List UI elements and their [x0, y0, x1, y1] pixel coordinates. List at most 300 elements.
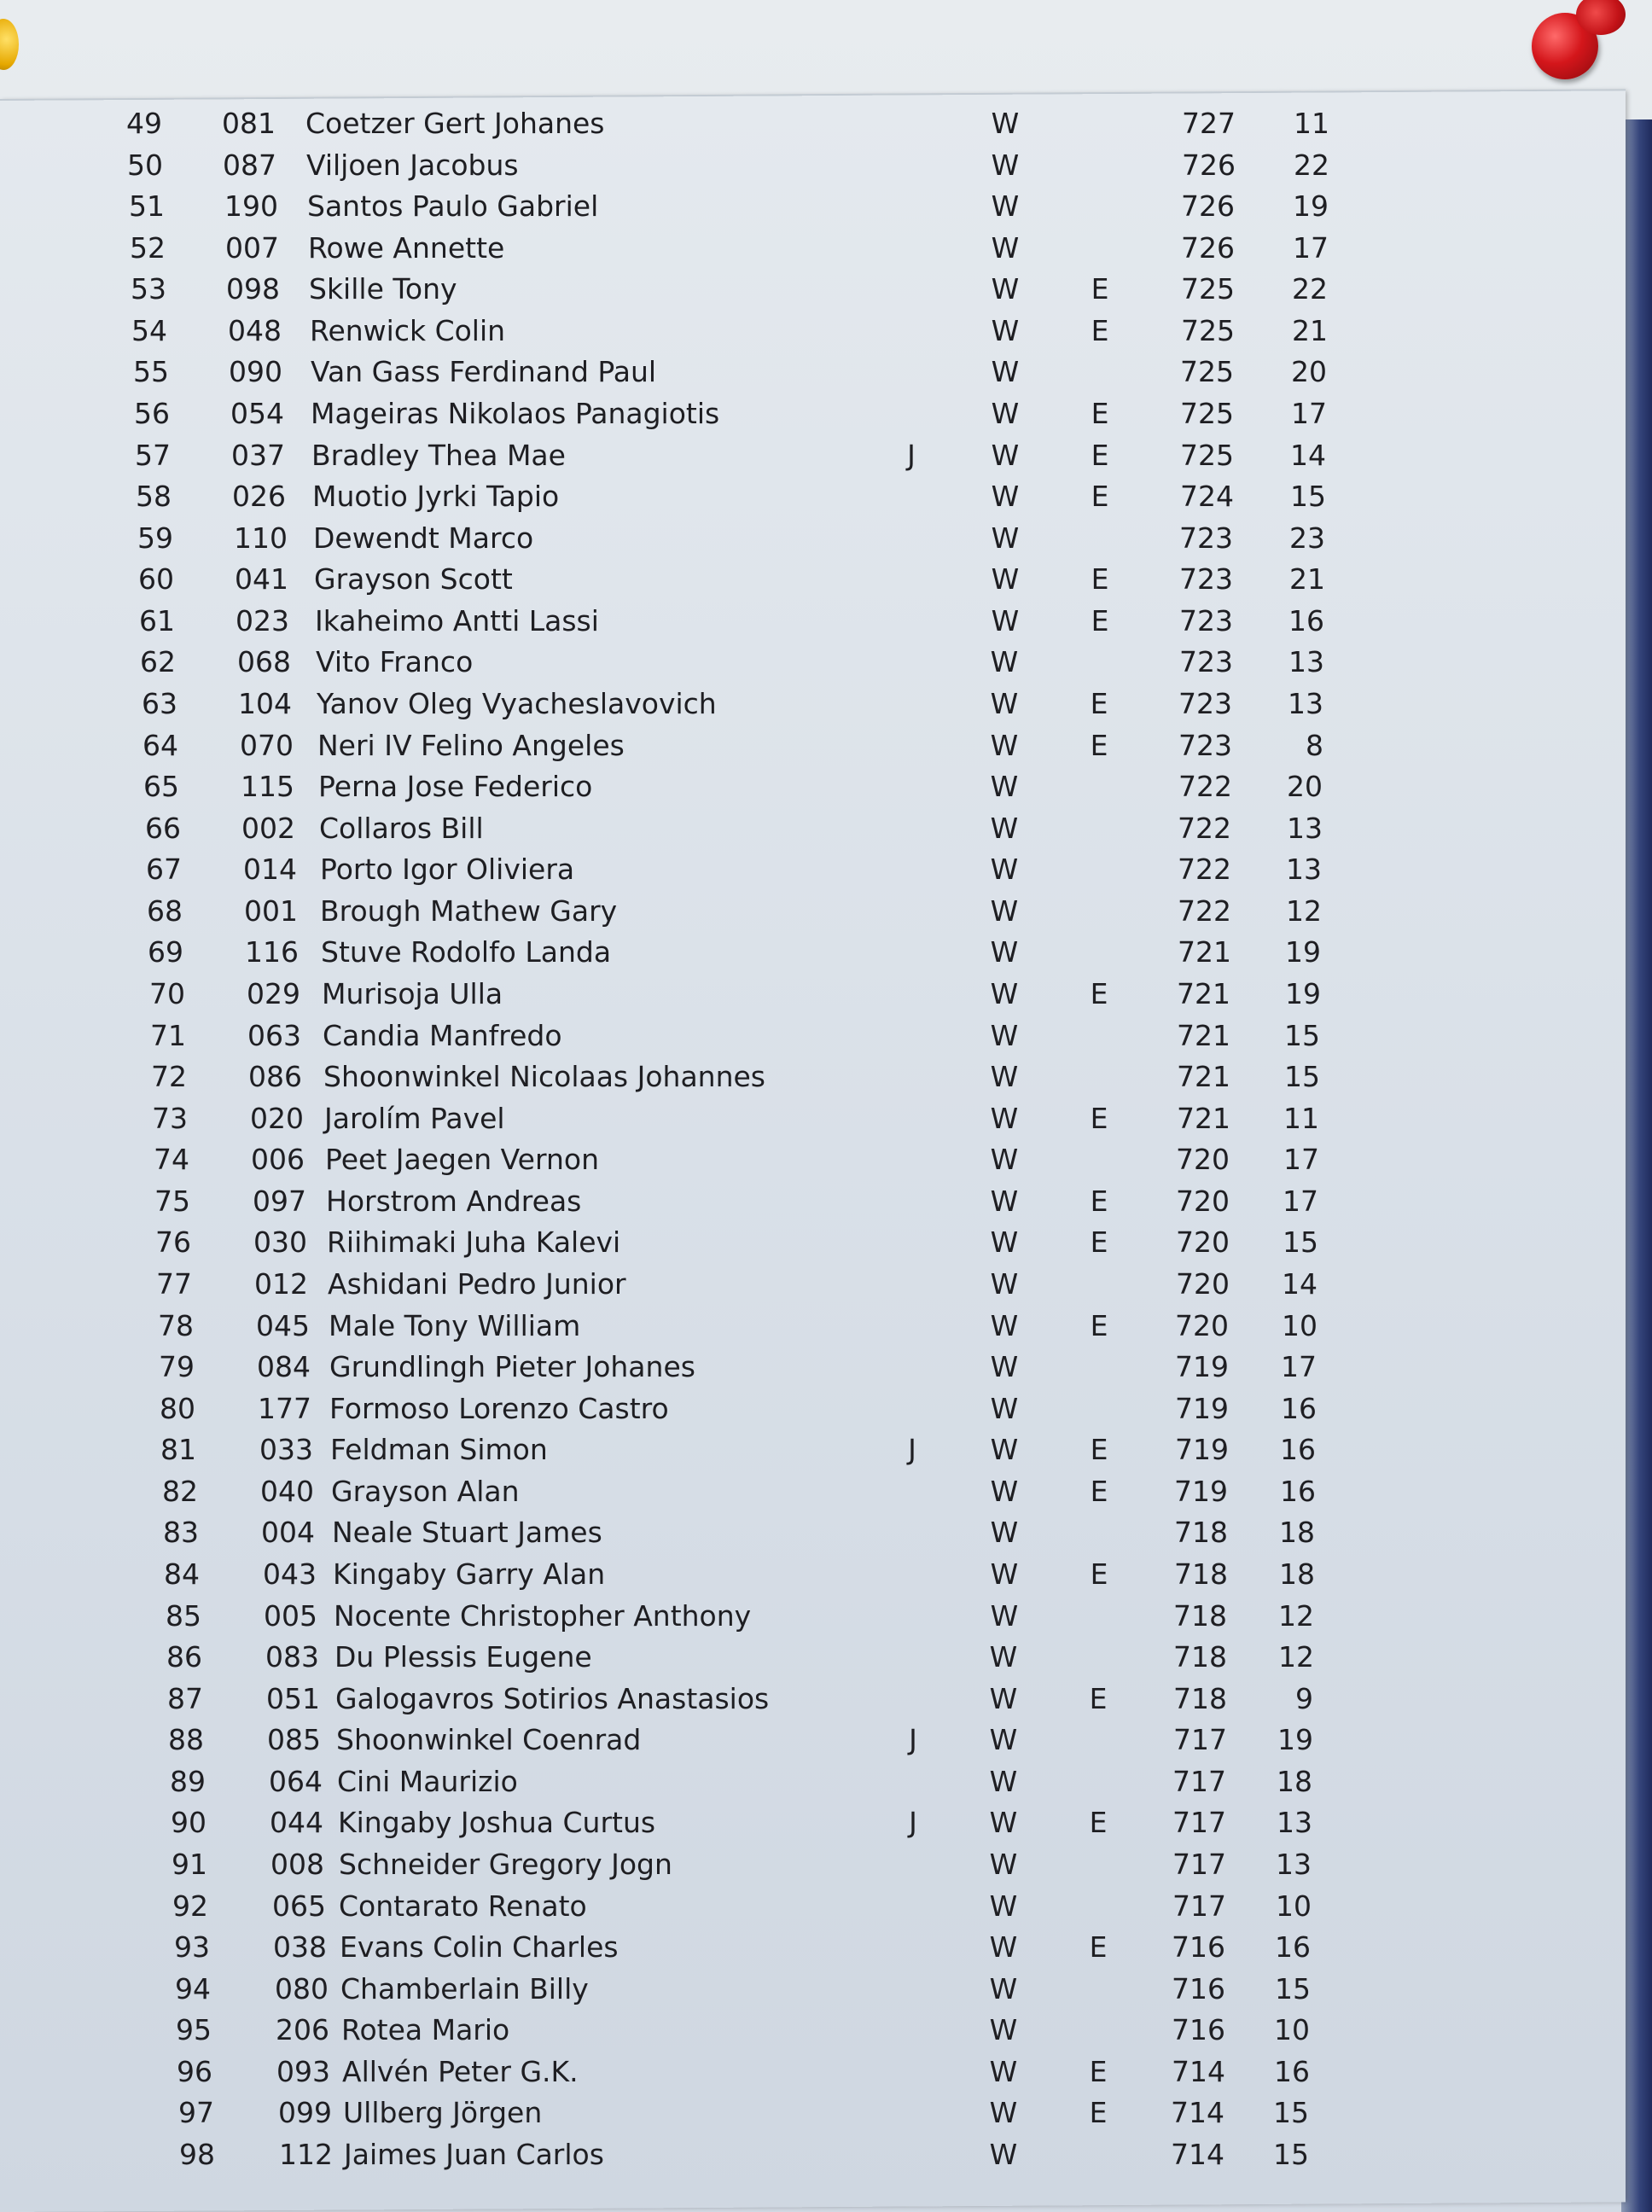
x-count-cell: 12	[1278, 1599, 1314, 1633]
x-count-cell: 15	[1284, 1060, 1320, 1093]
table-row	[0, 439, 1451, 473]
name-cell: Rowe Annette	[308, 231, 505, 265]
w-flag: W	[990, 1267, 1019, 1301]
table-row	[0, 148, 1451, 183]
x-count-cell: 16	[1275, 1930, 1311, 1964]
w-flag: W	[991, 521, 1020, 555]
name-cell: Ikaheimo Antti Lassi	[315, 604, 599, 637]
score-cell: 719	[1175, 1392, 1229, 1425]
rank-cell: 74	[154, 1143, 189, 1176]
id-cell: 116	[245, 935, 299, 969]
rank-cell: 62	[140, 645, 176, 678]
rank-cell: 90	[171, 1806, 206, 1839]
w-flag: W	[990, 853, 1019, 886]
table-row	[0, 355, 1451, 389]
id-cell: 001	[244, 894, 298, 928]
table-row	[0, 645, 1451, 679]
score-cell: 723	[1178, 729, 1232, 762]
x-count-cell: 22	[1292, 272, 1328, 306]
w-flag: W	[990, 1185, 1019, 1218]
rank-cell: 57	[135, 439, 171, 472]
table-row	[0, 1433, 1451, 1467]
table-row	[0, 729, 1451, 763]
w-flag: W	[990, 935, 1019, 969]
score-cell: 725	[1180, 355, 1234, 388]
score-cell: 723	[1179, 562, 1233, 596]
id-cell: 085	[267, 1723, 321, 1756]
name-cell: Skille Tony	[309, 272, 457, 306]
score-cell: 717	[1172, 1765, 1226, 1798]
rank-cell: 73	[152, 1102, 188, 1135]
rank-cell: 61	[139, 604, 175, 637]
table-row	[0, 1516, 1451, 1550]
x-count-cell: 16	[1288, 604, 1324, 637]
name-cell: Peet Jaegen Vernon	[325, 1143, 599, 1176]
name-cell: Formoso Lorenzo Castro	[329, 1392, 669, 1425]
score-cell: 726	[1181, 231, 1235, 265]
score-cell: 717	[1173, 1723, 1227, 1756]
x-count-cell: 13	[1286, 853, 1322, 886]
w-flag: W	[990, 729, 1019, 762]
name-cell: Mageiras Nikolaos Panagiotis	[311, 397, 720, 430]
score-cell: 720	[1176, 1185, 1230, 1218]
x-count-cell: 13	[1288, 645, 1324, 678]
table-row	[0, 894, 1451, 928]
w-flag: W	[990, 770, 1019, 803]
w-flag: W	[989, 2013, 1018, 2046]
e-flag: E	[1090, 1433, 1108, 1466]
w-flag: W	[990, 894, 1019, 928]
name-cell: Horstrom Andreas	[326, 1185, 582, 1218]
name-cell: Yanov Oleg Vyacheslavovich	[317, 687, 717, 720]
table-row	[0, 1599, 1451, 1633]
w-flag: W	[990, 1102, 1019, 1135]
id-cell: 087	[223, 148, 276, 182]
rank-cell: 78	[158, 1309, 194, 1342]
name-cell: Renwick Colin	[310, 314, 506, 347]
name-cell: Cini Maurizio	[337, 1765, 518, 1798]
score-cell: 717	[1172, 1889, 1226, 1923]
table-row	[0, 1392, 1451, 1426]
e-flag: E	[1091, 272, 1109, 306]
score-cell: 723	[1179, 645, 1233, 678]
name-cell: Murisoja Ulla	[322, 977, 503, 1010]
score-cell: 725	[1181, 314, 1235, 347]
score-cell: 721	[1177, 977, 1230, 1010]
w-flag: W	[990, 1350, 1019, 1383]
x-count-cell: 13	[1288, 687, 1323, 720]
id-cell: 054	[230, 397, 284, 430]
score-cell: 714	[1171, 2096, 1224, 2129]
score-cell: 721	[1177, 1019, 1230, 1052]
rank-cell: 91	[172, 1848, 207, 1881]
name-cell: Male Tony William	[329, 1309, 581, 1342]
name-cell: Riihimaki Juha Kalevi	[327, 1225, 621, 1259]
name-cell: Grundlingh Pieter Johanes	[329, 1350, 695, 1383]
score-cell: 714	[1172, 2055, 1225, 2088]
x-count-cell: 21	[1292, 314, 1328, 347]
score-cell: 716	[1172, 1930, 1225, 1964]
id-cell: 115	[241, 770, 294, 803]
table-row	[0, 1060, 1451, 1094]
table-row	[0, 480, 1451, 514]
w-flag: W	[990, 1433, 1019, 1466]
rank-cell: 64	[143, 729, 178, 762]
table-row	[0, 1682, 1451, 1716]
id-cell: 029	[247, 977, 300, 1010]
w-flag: W	[991, 562, 1020, 596]
score-cell: 727	[1182, 107, 1236, 140]
id-cell: 098	[226, 272, 280, 306]
x-count-cell: 21	[1289, 562, 1325, 596]
id-cell: 093	[276, 2055, 330, 2088]
name-cell: Chamberlain Billy	[340, 1972, 589, 2005]
name-cell: Shoonwinkel Coenrad	[336, 1723, 642, 1756]
score-cell: 716	[1172, 1972, 1225, 2005]
name-cell: Bradley Thea Mae	[311, 439, 566, 472]
x-count-cell: 17	[1291, 397, 1327, 430]
table-row	[0, 935, 1451, 969]
table-row	[0, 1889, 1451, 1924]
rank-cell: 88	[168, 1723, 204, 1756]
e-flag: E	[1089, 1806, 1108, 1839]
id-cell: 051	[266, 1682, 320, 1715]
id-cell: 090	[229, 355, 282, 388]
name-cell: Schneider Gregory Jogn	[339, 1848, 672, 1881]
table-row	[0, 1350, 1451, 1384]
score-cell: 718	[1173, 1640, 1227, 1674]
table-row	[0, 272, 1451, 306]
id-cell: 007	[225, 231, 279, 265]
id-cell: 006	[251, 1143, 305, 1176]
e-flag: E	[1091, 397, 1109, 430]
id-cell: 020	[250, 1102, 304, 1135]
w-flag: W	[991, 604, 1020, 637]
e-flag: E	[1090, 1102, 1108, 1135]
rank-cell: 69	[148, 935, 183, 969]
e-flag: E	[1091, 480, 1109, 513]
id-cell: 026	[232, 480, 286, 513]
id-cell: 099	[278, 2096, 332, 2129]
id-cell: 084	[257, 1350, 311, 1383]
table-row	[0, 521, 1451, 556]
score-cell: 723	[1178, 687, 1232, 720]
w-flag: W	[989, 2138, 1018, 2171]
id-cell: 068	[237, 645, 291, 678]
id-cell: 086	[248, 1060, 302, 1093]
x-count-cell: 18	[1277, 1765, 1312, 1798]
id-cell: 190	[224, 189, 278, 223]
e-flag: E	[1090, 729, 1108, 762]
id-cell: 104	[238, 687, 292, 720]
id-cell: 110	[234, 521, 288, 555]
table-row	[0, 853, 1451, 887]
x-count-cell: 13	[1276, 1848, 1312, 1881]
name-cell: Evans Colin Charles	[340, 1930, 619, 1964]
x-count-cell: 15	[1290, 480, 1326, 513]
table-row	[0, 562, 1451, 597]
id-cell: 023	[236, 604, 289, 637]
w-flag: W	[991, 148, 1020, 182]
w-flag: W	[990, 687, 1019, 720]
score-cell: 725	[1180, 397, 1234, 430]
table-row	[0, 1972, 1451, 2006]
name-cell: Viljoen Jacobus	[306, 148, 519, 182]
x-count-cell: 9	[1295, 1682, 1313, 1715]
id-cell: 040	[260, 1475, 314, 1508]
w-flag: W	[990, 1225, 1019, 1259]
x-count-cell: 18	[1279, 1557, 1315, 1591]
id-cell: 097	[253, 1185, 306, 1218]
rank-cell: 72	[151, 1060, 187, 1093]
w-flag: W	[991, 480, 1020, 513]
rank-cell: 54	[131, 314, 167, 347]
w-flag: W	[989, 1765, 1018, 1798]
score-cell: 726	[1182, 148, 1236, 182]
x-count-cell: 20	[1287, 770, 1323, 803]
x-count-cell: 10	[1282, 1309, 1318, 1342]
x-count-cell: 19	[1277, 1723, 1313, 1756]
id-cell: 177	[258, 1392, 311, 1425]
id-cell: 081	[222, 107, 276, 140]
score-cell: 720	[1175, 1309, 1229, 1342]
x-count-cell: 15	[1284, 1019, 1320, 1052]
name-cell: Perna Jose Federico	[318, 770, 593, 803]
id-cell: 045	[256, 1309, 310, 1342]
table-row	[0, 977, 1451, 1011]
w-flag: W	[991, 355, 1020, 388]
x-count-cell: 8	[1306, 729, 1323, 762]
table-row	[0, 1309, 1451, 1343]
x-count-cell: 16	[1280, 1433, 1316, 1466]
id-cell: 063	[247, 1019, 301, 1052]
x-count-cell: 19	[1285, 935, 1321, 969]
rank-cell: 86	[166, 1640, 202, 1674]
x-count-cell: 14	[1290, 439, 1326, 472]
w-flag: W	[991, 314, 1020, 347]
table-row	[0, 1267, 1451, 1301]
table-row	[0, 1143, 1451, 1177]
rank-cell: 50	[127, 148, 163, 182]
rank-cell: 95	[176, 2013, 212, 2046]
name-cell: Neri IV Felino Angeles	[317, 729, 625, 762]
table-row	[0, 1185, 1451, 1219]
x-count-cell: 13	[1287, 812, 1323, 845]
name-cell: Grayson Scott	[314, 562, 513, 596]
x-count-cell: 16	[1280, 1475, 1316, 1508]
name-cell: Du Plessis Eugene	[334, 1640, 592, 1674]
rank-cell: 59	[137, 521, 173, 555]
w-flag: W	[989, 1640, 1018, 1674]
score-cell: 718	[1174, 1557, 1228, 1591]
score-cell: 719	[1174, 1475, 1228, 1508]
w-flag: W	[990, 1060, 1019, 1093]
rank-cell: 94	[175, 1972, 211, 2005]
x-count-cell: 18	[1279, 1516, 1315, 1549]
rank-cell: 76	[155, 1225, 191, 1259]
w-flag: W	[990, 1309, 1019, 1342]
e-flag: E	[1089, 2096, 1108, 2129]
x-count-cell: 10	[1274, 2013, 1310, 2046]
x-count-cell: 10	[1276, 1889, 1312, 1923]
name-cell: Jarolím Pavel	[324, 1102, 505, 1135]
e-flag: E	[1091, 562, 1109, 596]
table-row	[0, 2096, 1451, 2130]
score-cell: 717	[1172, 1848, 1226, 1881]
id-cell: 043	[263, 1557, 317, 1591]
name-cell: Shoonwinkel Nicolaas Johannes	[323, 1060, 765, 1093]
rank-cell: 56	[134, 397, 170, 430]
score-cell: 724	[1180, 480, 1234, 513]
w-flag: W	[990, 1599, 1019, 1633]
w-flag: W	[990, 645, 1019, 678]
score-cell: 720	[1176, 1143, 1230, 1176]
name-cell: Kingaby Joshua Curtus	[338, 1806, 656, 1839]
x-count-cell: 11	[1294, 107, 1329, 140]
rank-cell: 85	[166, 1599, 201, 1633]
score-cell: 722	[1178, 894, 1231, 928]
id-cell: 112	[279, 2138, 333, 2171]
score-cell: 723	[1179, 521, 1233, 555]
x-count-cell: 20	[1291, 355, 1327, 388]
rank-cell: 63	[142, 687, 177, 720]
table-row	[0, 107, 1451, 141]
w-flag: W	[989, 1848, 1018, 1881]
x-count-cell: 12	[1286, 894, 1322, 928]
w-flag: W	[989, 1806, 1018, 1839]
x-count-cell: 15	[1273, 2096, 1309, 2129]
name-cell: Galogavros Sotirios Anastasios	[335, 1682, 770, 1715]
id-cell: 012	[254, 1267, 308, 1301]
table-row	[0, 231, 1451, 265]
name-cell: Grayson Alan	[331, 1475, 520, 1508]
id-cell: 044	[270, 1806, 323, 1839]
rank-cell: 70	[149, 977, 185, 1010]
rank-cell: 87	[167, 1682, 203, 1715]
junior-flag: J	[907, 439, 916, 472]
rank-cell: 81	[160, 1433, 196, 1466]
rank-cell: 49	[126, 107, 162, 140]
rank-cell: 92	[172, 1889, 208, 1923]
name-cell: Neale Stuart James	[332, 1516, 602, 1549]
name-cell: Feldman Simon	[330, 1433, 548, 1466]
score-cell: 721	[1177, 1060, 1230, 1093]
rank-cell: 96	[177, 2055, 212, 2088]
table-row	[0, 2013, 1451, 2047]
x-count-cell: 19	[1285, 977, 1321, 1010]
score-cell: 726	[1181, 189, 1235, 223]
name-cell: Rotea Mario	[341, 2013, 510, 2046]
w-flag: W	[990, 1557, 1019, 1591]
x-count-cell: 15	[1273, 2138, 1309, 2171]
w-flag: W	[989, 1889, 1018, 1923]
score-cell: 723	[1179, 604, 1233, 637]
x-count-cell: 12	[1278, 1640, 1314, 1674]
score-cell: 718	[1173, 1599, 1227, 1633]
rank-cell: 98	[179, 2138, 215, 2171]
table-row	[0, 1640, 1451, 1674]
x-count-cell: 17	[1293, 231, 1329, 265]
e-flag: E	[1090, 687, 1108, 720]
score-cell: 719	[1175, 1433, 1229, 1466]
name-cell: Muotio Jyrki Tapio	[312, 480, 560, 513]
rank-cell: 93	[174, 1930, 210, 1964]
rank-cell: 52	[130, 231, 166, 265]
x-count-cell: 15	[1275, 1972, 1311, 2005]
id-cell: 008	[270, 1848, 324, 1881]
id-cell: 041	[235, 562, 288, 596]
w-flag: W	[991, 397, 1020, 430]
w-flag: W	[989, 1682, 1018, 1715]
table-row	[0, 812, 1451, 846]
id-cell: 038	[273, 1930, 327, 1964]
w-flag: W	[990, 1143, 1019, 1176]
e-flag: E	[1090, 1225, 1108, 1259]
id-cell: 080	[275, 1972, 329, 2005]
x-count-cell: 16	[1274, 2055, 1310, 2088]
id-cell: 002	[241, 812, 295, 845]
table-row	[0, 189, 1451, 224]
junior-flag: J	[909, 1723, 917, 1756]
score-cell: 720	[1176, 1267, 1230, 1301]
table-row	[0, 397, 1451, 431]
w-flag: W	[989, 1723, 1018, 1756]
table-row	[0, 2138, 1451, 2172]
id-cell: 004	[261, 1516, 315, 1549]
score-cell: 720	[1176, 1225, 1230, 1259]
name-cell: Ullberg Jörgen	[343, 2096, 543, 2129]
w-flag: W	[990, 1475, 1019, 1508]
e-flag: E	[1090, 1185, 1108, 1218]
w-flag: W	[991, 231, 1020, 265]
w-flag: W	[989, 2055, 1018, 2088]
junior-flag: J	[908, 1433, 916, 1466]
name-cell: Collaros Bill	[319, 812, 484, 845]
name-cell: Stuve Rodolfo Landa	[321, 935, 612, 969]
e-flag: E	[1089, 2055, 1108, 2088]
name-cell: Dewendt Marco	[313, 521, 534, 555]
w-flag: W	[991, 189, 1020, 223]
rank-cell: 83	[163, 1516, 199, 1549]
table-row	[0, 2055, 1451, 2089]
score-cell: 722	[1178, 812, 1231, 845]
x-count-cell: 13	[1277, 1806, 1312, 1839]
name-cell: Porto Igor Oliviera	[320, 853, 575, 886]
w-flag: W	[990, 1516, 1019, 1549]
rank-cell: 60	[138, 562, 174, 596]
w-flag: W	[990, 1019, 1019, 1052]
score-cell: 722	[1178, 770, 1232, 803]
name-cell: Allvén Peter G.K.	[342, 2055, 579, 2088]
x-count-cell: 11	[1283, 1102, 1319, 1135]
x-count-cell: 22	[1294, 148, 1329, 182]
score-cell: 717	[1172, 1806, 1226, 1839]
name-cell: Van Gass Ferdinand Paul	[311, 355, 657, 388]
name-cell: Ashidani Pedro Junior	[328, 1267, 626, 1301]
e-flag: E	[1091, 439, 1109, 472]
x-count-cell: 23	[1289, 521, 1325, 555]
rank-cell: 68	[147, 894, 183, 928]
w-flag: W	[991, 439, 1020, 472]
e-flag: E	[1091, 314, 1109, 347]
name-cell: Kingaby Garry Alan	[333, 1557, 606, 1591]
id-cell: 030	[253, 1225, 307, 1259]
score-cell: 719	[1175, 1350, 1229, 1383]
table-row	[0, 1557, 1451, 1592]
table-row	[0, 687, 1451, 721]
w-flag: W	[991, 107, 1020, 140]
score-cell: 714	[1171, 2138, 1224, 2171]
